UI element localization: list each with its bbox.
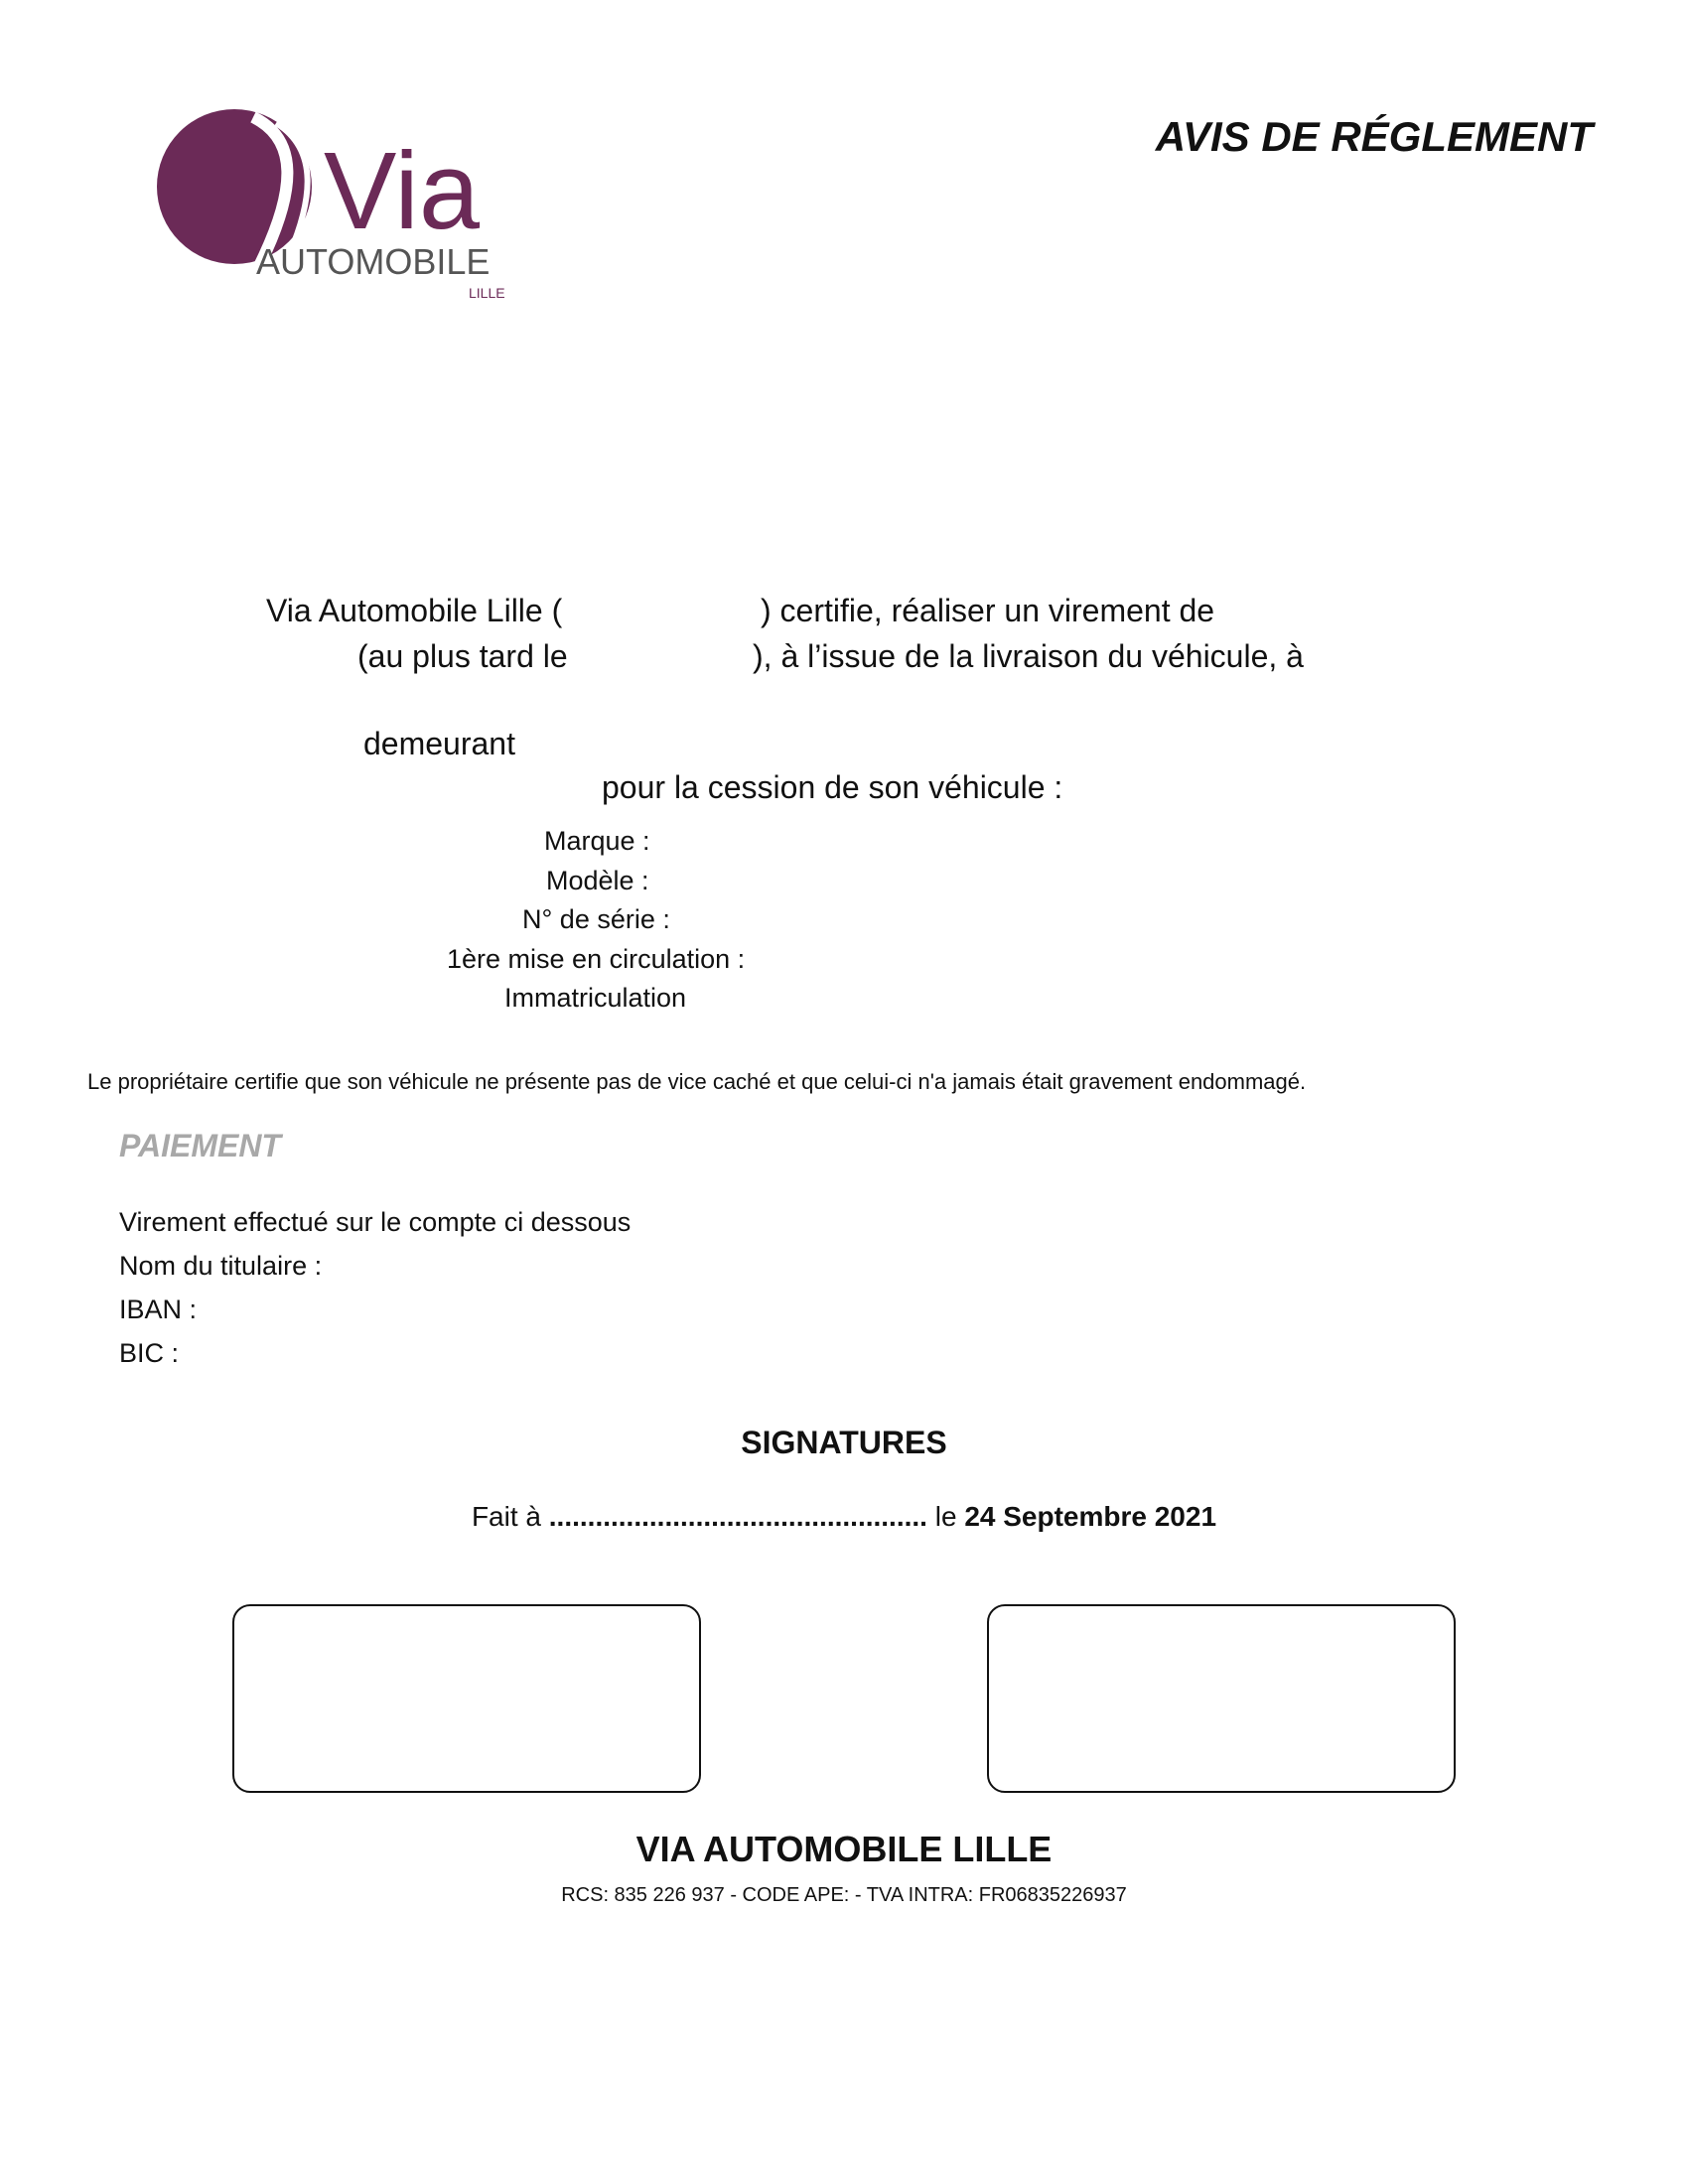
logo-city: LILLE [469, 285, 505, 301]
company-logo [149, 109, 526, 308]
payment-iban-label: IBAN : [119, 1295, 198, 1324]
vehicle-immat-label: Immatriculation [504, 983, 687, 1013]
payment-titulaire-label: Nom du titulaire : [119, 1251, 323, 1281]
demeurant-label: demeurant [363, 726, 515, 761]
fait-line [0, 1501, 1688, 1533]
legal-info: RCS: 835 226 937 - CODE APE: - TVA INTRA: FR06835226937 [561, 1884, 1127, 1906]
signature-box-right[interactable] [987, 1604, 1456, 1793]
signature-date: 24 Septembre 2021 [964, 1501, 1217, 1532]
payment-bic-label: BIC : [119, 1338, 180, 1368]
payment-title: PAIEMENT [119, 1128, 281, 1163]
vehicle-circulation-label: 1ère mise en circulation : [447, 944, 746, 974]
certif-line1-start: Via Automobile Lille ( [266, 593, 563, 628]
signature-box-left[interactable] [232, 1604, 701, 1793]
owner-notice: Le propriétaire certifie que son véhicule ne présente pas de vice caché et que celui-ci n'a jamais était gravement endommagé. [87, 1069, 1307, 1094]
signatures-title: SIGNATURES [741, 1425, 947, 1460]
certif-line2-end: ), à l’issue de la livraison du véhicule, à [753, 638, 1304, 674]
le-label: le [934, 1501, 957, 1532]
vehicle-marque-label: Marque : [544, 826, 650, 856]
document-title: AVIS DE RÉGLEMENT [1155, 113, 1593, 160]
fait-a-dots: ................................................. [548, 1501, 927, 1532]
cession-line: pour la cession de son véhicule : [602, 769, 1063, 805]
certif-line1-end: ) certifie, réaliser un virement de [761, 593, 1215, 628]
logo-sub: AUTOMOBILE [256, 241, 491, 282]
company-name: VIA AUTOMOBILE LILLE [635, 1829, 1053, 1869]
vehicle-serie-label: N° de série : [522, 904, 670, 934]
fait-a-label: Fait à [471, 1501, 541, 1532]
certif-line2-start: (au plus tard le [357, 638, 568, 674]
payment-virement: Virement effectué sur le compte ci dessous [119, 1207, 632, 1237]
vehicle-modele-label: Modèle : [546, 866, 649, 895]
logo-word: Via [324, 130, 480, 252]
